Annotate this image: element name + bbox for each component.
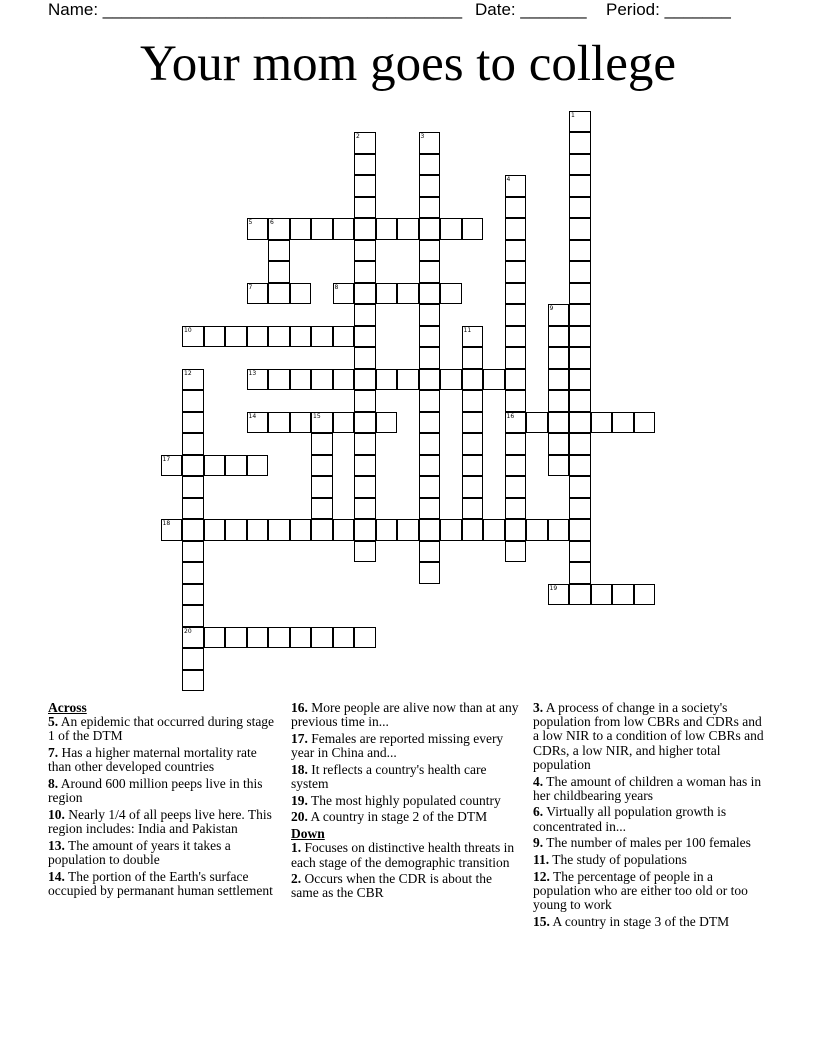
clue-num: 13. [48, 837, 65, 853]
grid-cell[interactable] [376, 412, 398, 434]
grid-cell[interactable] [548, 390, 570, 412]
down-clue [291, 872, 523, 900]
clue-num: 10. [48, 806, 65, 822]
grid-cell[interactable] [311, 519, 333, 541]
grid-cell[interactable] [569, 283, 591, 305]
clue-text: An epidemic that occurred during stage 1 of the DTM [48, 714, 275, 744]
grid-cell[interactable] [419, 132, 441, 154]
clue-num: 11. [533, 852, 550, 868]
down-clue [291, 841, 523, 869]
grid-cell[interactable] [419, 455, 441, 477]
grid-cell[interactable] [569, 584, 591, 606]
grid-cell[interactable] [569, 218, 591, 240]
grid-cell[interactable] [354, 390, 376, 412]
grid-cell[interactable] [569, 390, 591, 412]
clue-text: The most highly populated country [307, 792, 501, 808]
grid-cell[interactable] [376, 519, 398, 541]
grid-cell[interactable] [419, 562, 441, 584]
grid-cell[interactable] [634, 584, 656, 606]
across-clue [291, 701, 523, 729]
grid-cell[interactable] [419, 240, 441, 262]
grid-cell[interactable] [569, 132, 591, 154]
grid-cell[interactable] [354, 498, 376, 520]
grid-cell[interactable] [505, 175, 527, 197]
across-clue-list [48, 715, 280, 898]
grid-cell[interactable] [440, 218, 462, 240]
grid-cell[interactable] [505, 498, 527, 520]
clue-number: 4 [506, 176, 511, 183]
grid-cell[interactable] [268, 369, 290, 391]
grid-cell[interactable] [333, 218, 355, 240]
grid-cell[interactable] [462, 519, 484, 541]
clue-text: It reflects a country's health care system [291, 761, 487, 792]
grid-cell[interactable] [354, 541, 376, 563]
grid-cell[interactable] [505, 390, 527, 412]
grid-cell[interactable] [290, 627, 312, 649]
grid-cell[interactable] [548, 433, 570, 455]
grid-cell[interactable] [182, 627, 204, 649]
grid-cell[interactable] [247, 519, 269, 541]
grid-cell[interactable] [462, 326, 484, 348]
grid-cell[interactable] [419, 197, 441, 219]
grid-cell[interactable] [569, 111, 591, 133]
clues-column-1 [48, 701, 280, 901]
grid-cell[interactable] [397, 519, 419, 541]
grid-cell[interactable] [612, 584, 634, 606]
across-clue [48, 777, 280, 805]
clue-num: 8. [48, 776, 59, 792]
grid-cell[interactable] [569, 562, 591, 584]
grid-cell[interactable] [505, 433, 527, 455]
grid-cell[interactable] [290, 326, 312, 348]
grid-cell[interactable] [548, 455, 570, 477]
grid-cell[interactable] [569, 476, 591, 498]
grid-cell[interactable] [268, 240, 290, 262]
grid-cell[interactable] [569, 304, 591, 326]
grid-cell[interactable] [290, 369, 312, 391]
grid-cell[interactable] [505, 304, 527, 326]
clue-number: 17 [162, 455, 171, 463]
across-clue [291, 732, 523, 760]
puzzle-title: Your mom goes to college [140, 36, 676, 92]
grid-cell[interactable] [376, 218, 398, 240]
grid-cell[interactable] [311, 369, 333, 391]
grid-cell[interactable] [569, 369, 591, 391]
across-clue-list-continued [291, 701, 523, 825]
grid-cell[interactable] [419, 261, 441, 283]
grid-cell[interactable] [268, 261, 290, 283]
grid-cell[interactable] [247, 218, 269, 240]
period-field-label: Period: _______ [606, 0, 731, 19]
grid-cell[interactable] [440, 283, 462, 305]
clue-text: Has a higher maternal mortality rate than other developed countries [48, 745, 257, 775]
clue-number: 1 [571, 111, 575, 119]
grid-cell[interactable] [311, 433, 333, 455]
grid-cell[interactable] [333, 369, 355, 391]
clue-number: 8 [334, 283, 339, 291]
down-clue [533, 915, 765, 929]
grid-cell[interactable] [419, 304, 441, 326]
grid-cell[interactable] [354, 304, 376, 326]
grid-cell[interactable] [526, 519, 548, 541]
grid-cell[interactable] [290, 412, 312, 434]
grid-cell[interactable] [505, 326, 527, 348]
grid-cell[interactable] [419, 498, 441, 520]
grid-cell[interactable] [268, 519, 290, 541]
grid-cell[interactable] [354, 627, 376, 649]
clue-number: 12 [184, 369, 192, 377]
down-clue-list [291, 841, 523, 900]
clue-num: 12. [533, 868, 550, 884]
grid-cell[interactable] [569, 175, 591, 197]
grid-cell[interactable] [569, 154, 591, 176]
grid-cell[interactable] [182, 412, 204, 434]
grid-cell[interactable] [354, 132, 376, 154]
grid-cell[interactable] [182, 433, 204, 455]
grid-cell[interactable] [462, 390, 484, 412]
grid-cell[interactable] [397, 218, 419, 240]
clue-number: 5 [248, 219, 253, 226]
grid-cell[interactable] [290, 218, 312, 240]
grid-cell[interactable] [204, 627, 226, 649]
grid-cell[interactable] [526, 412, 548, 434]
date-field-label: Date: _______ [475, 0, 587, 19]
grid-cell[interactable] [419, 347, 441, 369]
across-clue [48, 870, 280, 898]
clue-text: The amount of children a woman has in her childbearing years [533, 773, 762, 803]
grid-cell[interactable] [440, 369, 462, 391]
grid-cell[interactable] [354, 175, 376, 197]
grid-cell[interactable] [182, 519, 204, 541]
grid-cell[interactable] [397, 369, 419, 391]
across-clue [291, 763, 523, 791]
clue-num: 15. [533, 913, 550, 929]
grid-cell[interactable] [462, 347, 484, 369]
clue-num: 2. [291, 871, 302, 887]
grid-cell[interactable] [634, 412, 656, 434]
grid-cell[interactable] [419, 519, 441, 541]
grid-cell[interactable] [204, 519, 226, 541]
grid-cell[interactable] [569, 326, 591, 348]
grid-cell[interactable] [354, 261, 376, 283]
clue-text: The study of populations [549, 852, 687, 868]
grid-cell[interactable] [462, 369, 484, 391]
grid-cell[interactable] [333, 627, 355, 649]
clue-num: 9. [533, 835, 544, 851]
grid-cell[interactable] [483, 519, 505, 541]
grid-cell[interactable] [376, 369, 398, 391]
grid-cell[interactable] [182, 498, 204, 520]
down-heading: Down [291, 826, 325, 842]
grid-cell[interactable] [591, 412, 613, 434]
grid-cell[interactable] [182, 605, 204, 627]
grid-cell[interactable] [290, 283, 312, 305]
down-clue [533, 805, 765, 833]
grid-cell[interactable] [419, 369, 441, 391]
clue-num: 6. [533, 804, 544, 820]
grid-cell[interactable] [161, 519, 183, 541]
grid-cell[interactable] [505, 369, 527, 391]
clue-number: 19 [549, 584, 558, 592]
grid-cell[interactable] [182, 670, 204, 692]
grid-cell[interactable] [333, 326, 355, 348]
grid-cell[interactable] [182, 562, 204, 584]
grid-cell[interactable] [354, 154, 376, 176]
grid-cell[interactable] [268, 326, 290, 348]
grid-cell[interactable] [419, 412, 441, 434]
grid-cell[interactable] [333, 412, 355, 434]
grid-cell[interactable] [311, 412, 333, 434]
clue-num: 5. [48, 714, 59, 730]
clue-num: 17. [291, 730, 308, 746]
grid-cell[interactable] [161, 455, 183, 477]
grid-cell[interactable] [268, 627, 290, 649]
grid-cell[interactable] [225, 455, 247, 477]
grid-cell[interactable] [419, 326, 441, 348]
down-clue-list-continued [533, 701, 765, 929]
down-clue [533, 701, 765, 772]
grid-cell[interactable] [569, 197, 591, 219]
across-clue [48, 839, 280, 867]
grid-cell[interactable] [569, 261, 591, 283]
grid-cell[interactable] [505, 240, 527, 262]
grid-cell[interactable] [354, 369, 376, 391]
grid-cell[interactable] [247, 455, 269, 477]
grid-cell[interactable] [182, 648, 204, 670]
grid-cell[interactable] [311, 476, 333, 498]
grid-cell[interactable] [505, 347, 527, 369]
grid-cell[interactable] [462, 455, 484, 477]
grid-cell[interactable] [419, 154, 441, 176]
clue-number: 10 [184, 326, 192, 334]
clue-num: 19. [291, 792, 308, 808]
clue-text: Virtually all population growth is concentrated in... [533, 804, 727, 834]
grid-cell[interactable] [505, 455, 527, 477]
grid-cell[interactable] [440, 519, 462, 541]
grid-cell[interactable] [505, 541, 527, 563]
grid-cell[interactable] [462, 476, 484, 498]
grid-cell[interactable] [376, 283, 398, 305]
grid-cell[interactable] [182, 541, 204, 563]
across-heading: Across [48, 700, 87, 715]
grid-cell[interactable] [354, 455, 376, 477]
down-clue [533, 775, 765, 803]
grid-cell[interactable] [505, 412, 527, 434]
grid-cell[interactable] [268, 412, 290, 434]
grid-cell[interactable] [204, 455, 226, 477]
clue-number: 3 [420, 133, 425, 140]
grid-cell[interactable] [354, 476, 376, 498]
clue-text: A country in stage 2 of the DTM [307, 809, 488, 825]
clue-text: Nearly 1/4 of all peeps live here. This region includes: India and Pakistan [48, 806, 272, 837]
grid-cell[interactable] [569, 498, 591, 520]
clue-num: 16. [291, 700, 308, 715]
clue-text: Occurs when the CDR is about the same as the CBR [291, 871, 492, 901]
grid-cell[interactable] [225, 326, 247, 348]
down-clue [533, 853, 765, 867]
grid-cell[interactable] [354, 326, 376, 348]
grid-cell[interactable] [290, 519, 312, 541]
grid-cell[interactable] [569, 347, 591, 369]
grid-cell[interactable] [354, 283, 376, 305]
across-clue [48, 715, 280, 743]
grid-cell[interactable] [311, 455, 333, 477]
grid-cell[interactable] [419, 390, 441, 412]
clue-text: A process of change in a society's population from low CBRs and CDRs and a low NIR to a condition of low CBRs and CDRs, a low NIR, and higher total population [533, 700, 764, 772]
down-clue [533, 836, 765, 850]
clue-num: 3. [533, 700, 544, 715]
grid-cell[interactable] [247, 326, 269, 348]
grid-cell[interactable] [247, 627, 269, 649]
grid-cell[interactable] [354, 433, 376, 455]
grid-cell[interactable] [225, 519, 247, 541]
grid-cell[interactable] [505, 519, 527, 541]
grid-cell[interactable] [268, 218, 290, 240]
clue-number: 2 [356, 133, 360, 140]
clues-column-2 [291, 701, 523, 903]
grid-cell[interactable] [569, 412, 591, 434]
grid-cell[interactable] [354, 197, 376, 219]
grid-cell[interactable] [333, 283, 355, 305]
grid-cell[interactable] [548, 347, 570, 369]
grid-cell[interactable] [548, 412, 570, 434]
grid-cell[interactable] [354, 218, 376, 240]
grid-cell[interactable] [569, 455, 591, 477]
grid-cell[interactable] [548, 304, 570, 326]
grid-cell[interactable] [419, 541, 441, 563]
grid-cell[interactable] [354, 240, 376, 262]
grid-cell[interactable] [268, 283, 290, 305]
clue-num: 20. [291, 809, 308, 825]
clue-text: The amount of years it takes a population to double [48, 837, 231, 868]
grid-cell[interactable] [548, 369, 570, 391]
grid-cell[interactable] [505, 261, 527, 283]
across-clue [48, 808, 280, 836]
grid-cell[interactable] [548, 519, 570, 541]
grid-cell[interactable] [354, 519, 376, 541]
clue-text: Focuses on distinctive health threats in each stage of the demographic transition [291, 840, 515, 870]
clue-text: More people are alive now than at any previous time in... [291, 700, 519, 730]
clue-number: 9 [549, 305, 554, 312]
clue-number: 18 [162, 520, 171, 527]
clue-number: 13 [248, 369, 257, 377]
grid-cell[interactable] [419, 433, 441, 455]
clue-text: Females are reported missing every year in China and... [291, 730, 504, 761]
across-clue [291, 810, 523, 824]
grid-cell[interactable] [182, 390, 204, 412]
clue-num: 4. [533, 773, 544, 789]
clue-num: 18. [291, 761, 308, 777]
grid-cell[interactable] [419, 175, 441, 197]
grid-cell[interactable] [333, 519, 355, 541]
clue-number: 16 [506, 412, 515, 420]
grid-cell[interactable] [462, 412, 484, 434]
clue-num: 7. [48, 745, 59, 761]
grid-cell[interactable] [182, 584, 204, 606]
grid-cell[interactable] [397, 283, 419, 305]
grid-cell[interactable] [505, 476, 527, 498]
across-clue [48, 746, 280, 774]
grid-cell[interactable] [548, 326, 570, 348]
clue-text: Around 600 million peeps live in this region [48, 776, 263, 806]
grid-cell[interactable] [354, 412, 376, 434]
grid-cell[interactable] [311, 326, 333, 348]
grid-cell[interactable] [462, 433, 484, 455]
grid-cell[interactable] [462, 218, 484, 240]
grid-cell[interactable] [505, 197, 527, 219]
grid-cell[interactable] [182, 476, 204, 498]
grid-cell[interactable] [247, 369, 269, 391]
grid-cell[interactable] [247, 412, 269, 434]
clues-column-3 [533, 701, 765, 932]
grid-cell[interactable] [225, 627, 247, 649]
grid-cell[interactable] [612, 412, 634, 434]
clue-number: 15 [313, 412, 321, 420]
grid-cell[interactable] [247, 283, 269, 305]
grid-cell[interactable] [569, 519, 591, 541]
clue-num: 14. [48, 868, 65, 884]
clue-num: 1. [291, 840, 302, 856]
clue-text: The number of males per 100 females [543, 835, 751, 851]
grid-cell[interactable] [483, 369, 505, 391]
clue-number: 7 [248, 283, 253, 291]
grid-cell[interactable] [419, 476, 441, 498]
grid-cell[interactable] [591, 584, 613, 606]
grid-cell[interactable] [505, 218, 527, 240]
grid-cell[interactable] [354, 347, 376, 369]
grid-cell[interactable] [182, 326, 204, 348]
grid-cell[interactable] [569, 240, 591, 262]
grid-cell[interactable] [311, 627, 333, 649]
grid-cell[interactable] [182, 455, 204, 477]
grid-cell[interactable] [419, 283, 441, 305]
across-clue [291, 794, 523, 808]
clue-number: 6 [270, 219, 274, 226]
grid-cell[interactable] [569, 541, 591, 563]
grid-cell[interactable] [462, 498, 484, 520]
grid-cell[interactable] [505, 283, 527, 305]
clue-number: 11 [463, 326, 472, 334]
clue-text: The portion of the Earth's surface occupied by permanant human settlement [48, 868, 273, 898]
clue-text: A country in stage 3 of the DTM [549, 913, 730, 929]
grid-cell[interactable] [311, 498, 333, 520]
grid-cell[interactable] [182, 369, 204, 391]
grid-cell[interactable] [419, 218, 441, 240]
down-clue [533, 870, 765, 913]
clue-text: The percentage of people in a population who are either too old or too young to work [533, 868, 748, 913]
grid-cell[interactable] [311, 218, 333, 240]
clue-number: 20 [184, 627, 192, 635]
grid-cell[interactable] [204, 326, 226, 348]
grid-cell[interactable] [548, 584, 570, 606]
grid-cell[interactable] [569, 433, 591, 455]
clue-number: 14 [248, 412, 257, 420]
name-field-label: Name: ______________________________________ [48, 0, 463, 19]
